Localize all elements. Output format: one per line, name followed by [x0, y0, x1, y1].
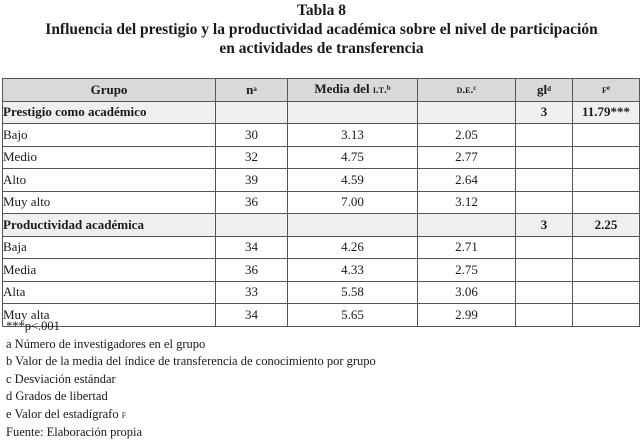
row-de: 3.06	[418, 281, 516, 304]
group-de-cell	[418, 214, 516, 237]
row-label: Alto	[3, 169, 216, 192]
table-caption-line-2: en actividades de transferencia	[219, 40, 424, 57]
footnote-b: b Valor de la media del índice de transferencia de conocimiento por grupo	[6, 354, 376, 368]
footnote-e: e Valor del estadígrafo f	[6, 406, 127, 421]
table-row	[3, 191, 640, 214]
row-media: 4.59	[288, 169, 418, 192]
row-n: 30	[216, 124, 288, 147]
row-label: Media	[3, 259, 216, 282]
row-f	[573, 236, 640, 259]
row-f	[573, 304, 640, 327]
row-f	[573, 191, 640, 214]
row-n: 36	[216, 191, 288, 214]
group-f: 11.79***	[573, 101, 640, 124]
row-f	[573, 259, 640, 282]
row-de: 2.77	[418, 146, 516, 169]
table-row	[3, 281, 640, 304]
results-table	[2, 78, 640, 327]
row-gl	[516, 236, 573, 259]
row-label: Alta	[3, 281, 216, 304]
row-n: 39	[216, 169, 288, 192]
row-de: 3.12	[418, 191, 516, 214]
table-row	[3, 124, 640, 147]
row-media: 5.65	[288, 304, 418, 327]
table-notes	[6, 318, 376, 442]
header-f: $f^e$	[573, 79, 640, 102]
significance-note: ***p<.001	[6, 319, 60, 333]
row-f	[573, 146, 640, 169]
group-gl: 3	[516, 101, 573, 124]
group-n-cell	[216, 101, 288, 124]
row-f	[573, 124, 640, 147]
row-gl	[516, 191, 573, 214]
row-gl	[516, 169, 573, 192]
table-header-row	[3, 79, 640, 102]
row-de: 2.75	[418, 259, 516, 282]
row-media: 3.13	[288, 124, 418, 147]
row-label: Muy alto	[3, 191, 216, 214]
group-media-cell	[288, 214, 418, 237]
row-f	[573, 281, 640, 304]
group-row-productividad	[3, 214, 640, 237]
group-row-prestigio	[3, 101, 640, 124]
group-n-cell	[216, 214, 288, 237]
row-n: 34	[216, 304, 288, 327]
row-media: 5.58	[288, 281, 418, 304]
footnote-d: d Grados de libertad	[6, 389, 108, 403]
table-number: Tabla 8	[297, 2, 346, 19]
row-media: 4.26	[288, 236, 418, 259]
row-media: 4.33	[288, 259, 418, 282]
group-gl: 3	[516, 214, 573, 237]
group-media-cell	[288, 101, 418, 124]
row-gl	[516, 146, 573, 169]
table-row	[3, 169, 640, 192]
row-label: Bajo	[3, 124, 216, 147]
group-label: Prestigio como académico	[3, 101, 216, 124]
footnote-c: c Desviación estándar	[6, 371, 116, 386]
group-f: 2.25	[573, 214, 640, 237]
table-row	[3, 236, 640, 259]
row-label: Muy alta	[3, 304, 216, 327]
row-media: 4.75	[288, 146, 418, 169]
row-de: 2.99	[418, 304, 516, 327]
header-de: d.e.$^c$	[418, 79, 516, 102]
row-f	[573, 169, 640, 192]
group-de-cell	[418, 101, 516, 124]
header-gl: $gl^d$	[516, 79, 573, 102]
row-gl	[516, 304, 573, 327]
header-n: $n^a$	[216, 79, 288, 102]
row-gl	[516, 281, 573, 304]
row-gl	[516, 124, 573, 147]
row-media: 7.00	[288, 191, 418, 214]
row-de: 2.05	[418, 124, 516, 147]
group-label: Productividad académica	[3, 214, 216, 237]
row-n: 34	[216, 236, 288, 259]
row-label: Medio	[3, 146, 216, 169]
table-row	[3, 259, 640, 282]
table-title-block	[0, 0, 643, 58]
row-n: 32	[216, 146, 288, 169]
row-de: 2.71	[418, 236, 516, 259]
table-caption-line-1: Influencia del prestigio y la productividad académica sobre el nivel de participación	[45, 21, 598, 38]
header-media: Media del i.t.$^b$	[288, 79, 418, 102]
row-de: 2.64	[418, 169, 516, 192]
footnote-a: a Número de investigadores en el grupo	[6, 336, 206, 351]
source-note: Fuente: Elaboración propia	[6, 425, 143, 439]
row-n: 36	[216, 259, 288, 282]
table-row	[3, 146, 640, 169]
row-label: Baja	[3, 236, 216, 259]
row-n: 33	[216, 281, 288, 304]
header-grupo: Grupo	[3, 79, 216, 102]
row-gl	[516, 259, 573, 282]
